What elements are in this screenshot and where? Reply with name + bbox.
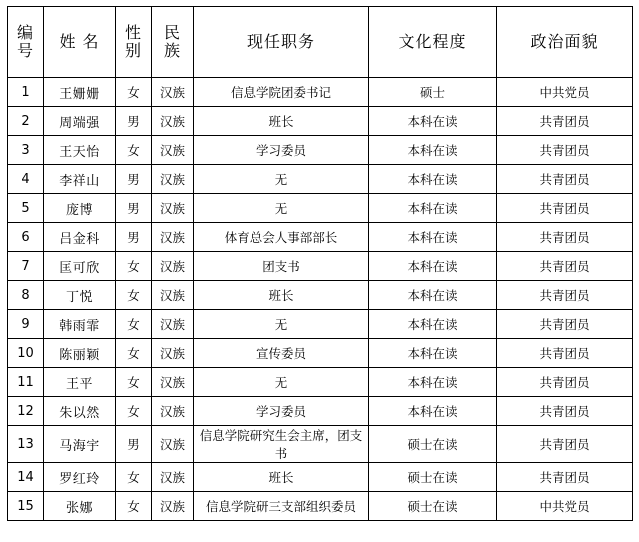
- table-row: [8, 165, 633, 194]
- cell-post: 信息学院研究生会主席，团支书: [194, 426, 369, 463]
- cell-sex: 女: [116, 281, 152, 310]
- cell-post: 信息学院研三支部组织委员: [194, 492, 369, 521]
- cell-name: 吕金科: [44, 223, 116, 252]
- cell-education: 硕士在读: [369, 426, 497, 463]
- header-post: 现任职务: [194, 7, 369, 78]
- cell-sex: 男: [116, 223, 152, 252]
- header-id-line1: 编: [16, 23, 34, 43]
- cell-id: 11: [8, 368, 44, 397]
- cell-name: 韩雨霏: [44, 310, 116, 339]
- cell-id: 14: [8, 463, 44, 492]
- cell-post: 班长: [194, 107, 369, 136]
- cell-sex: 男: [116, 165, 152, 194]
- header-education: 文化程度: [369, 7, 497, 78]
- cell-id: 7: [8, 252, 44, 281]
- header-ethnicity: [152, 7, 194, 78]
- cell-ethnicity: 汉族: [152, 165, 194, 194]
- cell-political: 共青团员: [497, 463, 633, 492]
- cell-id: 5: [8, 194, 44, 223]
- cell-id: 10: [8, 339, 44, 368]
- header-id-line2: 号: [16, 41, 34, 60]
- table-row: [8, 194, 633, 223]
- cell-education: 本科在读: [369, 165, 497, 194]
- cell-id: 2: [8, 107, 44, 136]
- table-row: [8, 281, 633, 310]
- cell-name: 李祥山: [44, 165, 116, 194]
- cell-post: 班长: [194, 281, 369, 310]
- cell-political: 共青团员: [497, 107, 633, 136]
- cell-education: 本科在读: [369, 397, 497, 426]
- table-row: [8, 339, 633, 368]
- cell-name: 庞博: [44, 194, 116, 223]
- cell-ethnicity: 汉族: [152, 339, 194, 368]
- header-name: 姓 名: [44, 7, 116, 78]
- table-row: [8, 492, 633, 521]
- cell-political: 共青团员: [497, 426, 633, 463]
- cell-id: 15: [8, 492, 44, 521]
- table-row: [8, 368, 633, 397]
- cell-ethnicity: 汉族: [152, 368, 194, 397]
- cell-sex: 女: [116, 310, 152, 339]
- cell-name: 马海宇: [44, 426, 116, 463]
- cell-ethnicity: 汉族: [152, 492, 194, 521]
- cell-political: 共青团员: [497, 339, 633, 368]
- header-sex-line2: 别: [124, 41, 142, 60]
- cell-ethnicity: 汉族: [152, 223, 194, 252]
- cell-political: 共青团员: [497, 136, 633, 165]
- cell-education: 本科在读: [369, 107, 497, 136]
- cell-sex: 男: [116, 107, 152, 136]
- cell-post: 无: [194, 310, 369, 339]
- cell-sex: 女: [116, 463, 152, 492]
- cell-name: 匡可欣: [44, 252, 116, 281]
- cell-sex: 女: [116, 78, 152, 107]
- roster-table: [7, 6, 633, 521]
- header-ethnicity-line2: 族: [163, 41, 181, 60]
- cell-post: 信息学院团委书记: [194, 78, 369, 107]
- table-row: [8, 463, 633, 492]
- cell-post: 宣传委员: [194, 339, 369, 368]
- cell-sex: 女: [116, 252, 152, 281]
- cell-sex: 女: [116, 136, 152, 165]
- cell-name: 陈丽颖: [44, 339, 116, 368]
- cell-post: 无: [194, 194, 369, 223]
- cell-sex: 女: [116, 339, 152, 368]
- table-header: [8, 7, 633, 78]
- cell-ethnicity: 汉族: [152, 107, 194, 136]
- cell-political: 共青团员: [497, 165, 633, 194]
- table-body: [8, 78, 633, 521]
- cell-name: 王天怡: [44, 136, 116, 165]
- cell-name: 罗红玲: [44, 463, 116, 492]
- header-political: 政治面貌: [497, 7, 633, 78]
- cell-id: 13: [8, 426, 44, 463]
- table-row: [8, 107, 633, 136]
- cell-political: 共青团员: [497, 223, 633, 252]
- cell-id: 6: [8, 223, 44, 252]
- header-sex: [116, 7, 152, 78]
- cell-name: 王姗姗: [44, 78, 116, 107]
- header-id: [8, 7, 44, 78]
- cell-education: 本科在读: [369, 223, 497, 252]
- cell-education: 本科在读: [369, 252, 497, 281]
- cell-education: 本科在读: [369, 310, 497, 339]
- cell-ethnicity: 汉族: [152, 397, 194, 426]
- table-row: [8, 223, 633, 252]
- cell-sex: 男: [116, 426, 152, 463]
- table-row: [8, 426, 633, 463]
- cell-post: 无: [194, 368, 369, 397]
- cell-post: 体育总会人事部部长: [194, 223, 369, 252]
- cell-political: 中共党员: [497, 492, 633, 521]
- header-row: [8, 7, 633, 78]
- cell-sex: 男: [116, 194, 152, 223]
- table-row: [8, 78, 633, 107]
- cell-id: 8: [8, 281, 44, 310]
- cell-name: 丁悦: [44, 281, 116, 310]
- cell-education: 硕士在读: [369, 492, 497, 521]
- cell-ethnicity: 汉族: [152, 463, 194, 492]
- cell-political: 中共党员: [497, 78, 633, 107]
- cell-education: 硕士在读: [369, 463, 497, 492]
- cell-education: 硕士: [369, 78, 497, 107]
- cell-id: 9: [8, 310, 44, 339]
- cell-ethnicity: 汉族: [152, 78, 194, 107]
- cell-ethnicity: 汉族: [152, 194, 194, 223]
- cell-education: 本科在读: [369, 368, 497, 397]
- cell-name: 王平: [44, 368, 116, 397]
- cell-post: 班长: [194, 463, 369, 492]
- cell-name: 张娜: [44, 492, 116, 521]
- cell-id: 3: [8, 136, 44, 165]
- cell-ethnicity: 汉族: [152, 426, 194, 463]
- cell-education: 本科在读: [369, 339, 497, 368]
- header-ethnicity-line1: 民: [163, 23, 181, 43]
- table-row: [8, 136, 633, 165]
- cell-post: 团支书: [194, 252, 369, 281]
- cell-id: 4: [8, 165, 44, 194]
- cell-education: 本科在读: [369, 281, 497, 310]
- cell-ethnicity: 汉族: [152, 310, 194, 339]
- cell-name: 朱以然: [44, 397, 116, 426]
- cell-political: 共青团员: [497, 194, 633, 223]
- cell-post: 学习委员: [194, 397, 369, 426]
- cell-ethnicity: 汉族: [152, 136, 194, 165]
- header-sex-line1: 性: [124, 23, 142, 43]
- cell-post: 无: [194, 165, 369, 194]
- table-row: [8, 310, 633, 339]
- cell-education: 本科在读: [369, 194, 497, 223]
- cell-political: 共青团员: [497, 397, 633, 426]
- cell-sex: 女: [116, 397, 152, 426]
- cell-political: 共青团员: [497, 281, 633, 310]
- cell-political: 共青团员: [497, 310, 633, 339]
- cell-sex: 女: [116, 492, 152, 521]
- cell-political: 共青团员: [497, 252, 633, 281]
- cell-sex: 女: [116, 368, 152, 397]
- cell-post: 学习委员: [194, 136, 369, 165]
- cell-education: 本科在读: [369, 136, 497, 165]
- table-row: [8, 252, 633, 281]
- cell-ethnicity: 汉族: [152, 281, 194, 310]
- cell-ethnicity: 汉族: [152, 252, 194, 281]
- cell-id: 12: [8, 397, 44, 426]
- table-row: [8, 397, 633, 426]
- cell-id: 1: [8, 78, 44, 107]
- cell-name: 周端强: [44, 107, 116, 136]
- cell-political: 共青团员: [497, 368, 633, 397]
